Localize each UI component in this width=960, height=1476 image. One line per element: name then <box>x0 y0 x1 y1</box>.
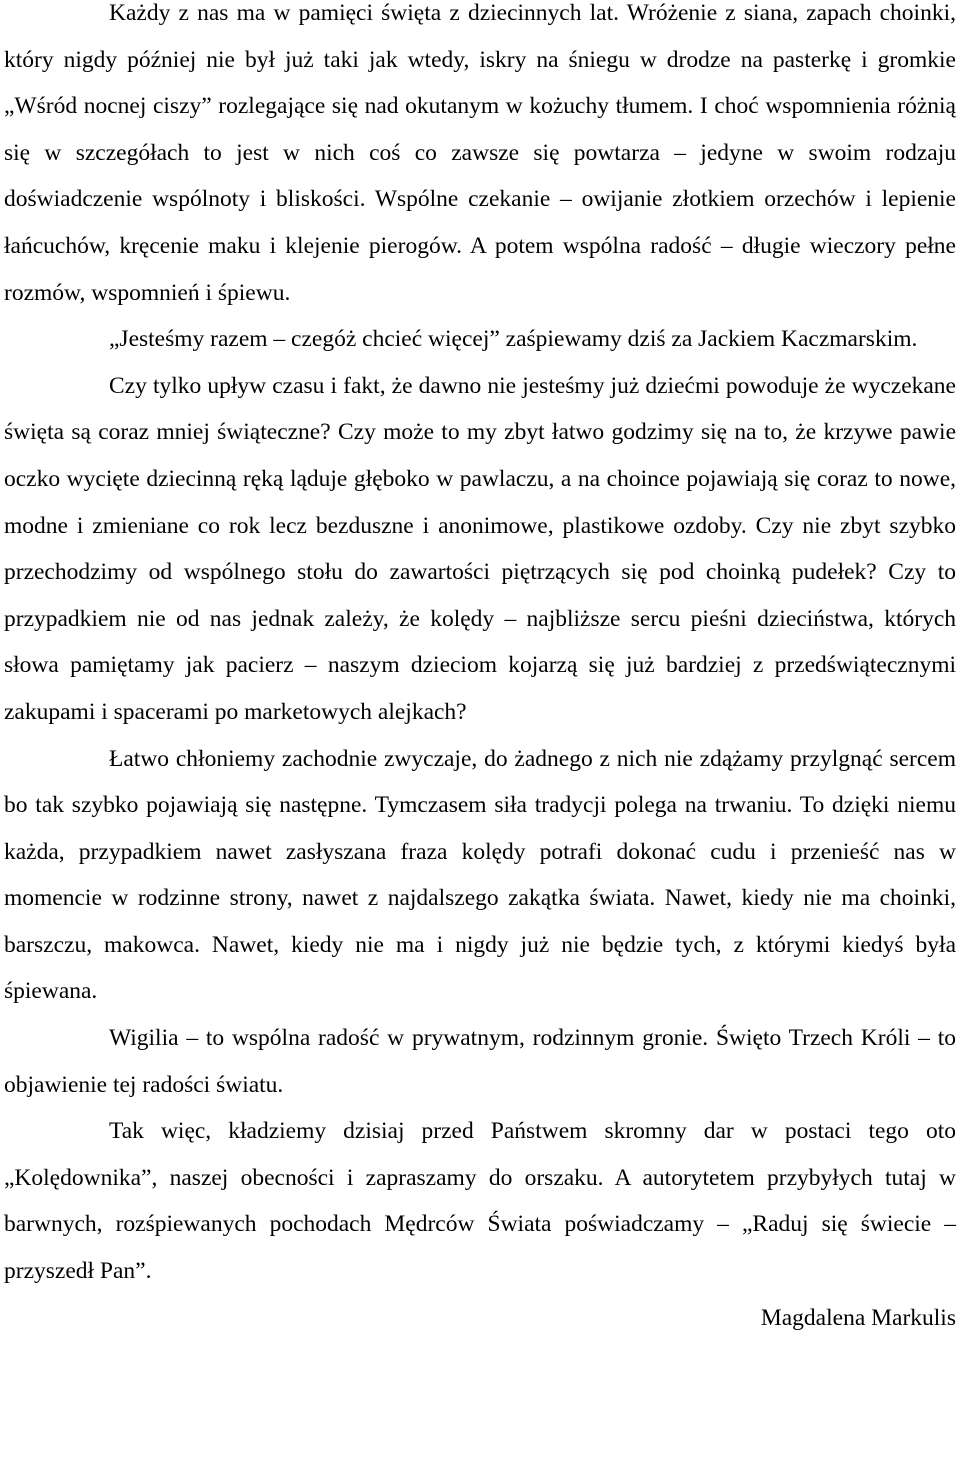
paragraph-invitation: Tak więc, kładziemy dzisiaj przed Państwem skromny dar w postaci tego oto „Kolędownika”, naszej obecności i zapraszamy do orszaku. A autorytetem przybyłych tutaj w barwnych, rozśpiewanych pochodach Mędrców Świata poświadczamy – „Raduj się świecie – przyszedł Pan”. <box>4 1118 956 1285</box>
author-signature: Magdalena Markulis <box>760 1304 956 1331</box>
paragraph-tradition: Łatwo chłoniemy zachodnie zwyczaje, do żadnego z nich nie zdążamy przylgnąć sercem bo tak szybko pojawiają się następne. Tymczasem siła tradycji polega na trwaniu. To dzięki niemu każda, przypadkiem nawet zasłyszana fraza kolędy potrafi dokonać cudu i przenieść nas w momencie w rodzinne strony, nawet z najdalszego zakątka świata. Nawet, kiedy nie ma choinki, barszczu, makowca. Nawet, kiedy nie ma i nigdy już nie będzie tych, z którymi kiedyś była śpiewana. <box>4 745 956 1005</box>
paragraph-quote-kaczmarski: „Jesteśmy razem – czegóż chcieć więcej” zaśpiewamy dziś za Jackiem Kaczmarskim. <box>109 326 918 353</box>
paragraph-memories: Każdy z nas ma w pamięci święta z dziecinnych lat. Wróżenie z siana, zapach choinki, który nigdy później nie był już taki jak wtedy, iskry na śniegu w drodze na pasterkę i gromkie „Wśród nocnej ciszy” rozlegające się nad okutanym w kożuchy tłumem. I choć wspomnienia różnią się w szczegółach to jest w nich coś co zawsze się powtarza – jedyne w swoim rodzaju doświadczenie wspólnoty i bliskości. Wspólne czekanie – owijanie złotkiem orzechów i lepienie łańcuchów, kręcenie maku i klejenie pierogów. A potem wspólna radość – długie wieczory pełne rozmów, wspomnień i śpiewu. <box>4 0 956 306</box>
paragraph-wigilia: Wigilia – to wspólna radość w prywatnym, rodzinnym gronie. Święto Trzech Króli – to objawienie tej radości światu. <box>4 1025 956 1098</box>
paragraph-questions: Czy tylko upływ czasu i fakt, że dawno nie jesteśmy już dziećmi powoduje że wyczekane święta są coraz mniej świąteczne? Czy może to my zbyt łatwo godzimy się na to, że krzywe pawie oczko wycięte dziecinną ręką ląduje głęboko w pawlaczu, a na choince pojawiają się coraz to nowe, modne i zmieniane co rok lecz bezduszne i anonimowe, plastikowe ozdoby. Czy nie zbyt szybko przechodzimy od wspólnego stołu do zawartości piętrzących się pod choinką pudełek? Czy to przypadkiem nie od nas jednak zależy, że kolędy – najbliższe sercu pieśni dzieciństwa, których słowa pamiętamy jak pacierz – naszym dzieciom kojarzą się już bardziej z przedświątecznymi zakupami i spacerami po marketowych alejkach? <box>4 372 956 725</box>
